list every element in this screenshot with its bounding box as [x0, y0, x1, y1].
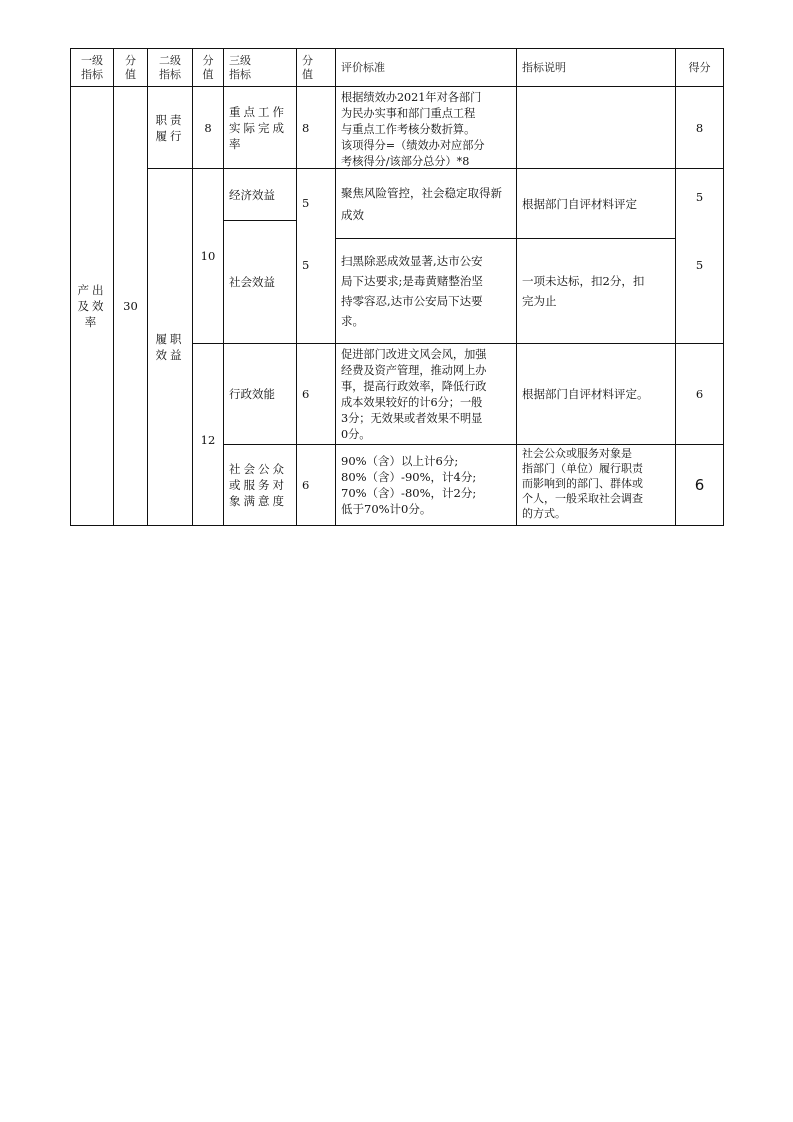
level2-indicator: 职责 履行 [155, 112, 185, 143]
level2-score: 12 [200, 432, 216, 447]
points: 6 [695, 387, 704, 401]
table-border-right [723, 48, 724, 526]
points: 5 [695, 190, 704, 204]
evaluation-standard: 聚焦风险管控，社会稳定取得新 成效 [341, 185, 502, 222]
points: 8 [695, 120, 704, 135]
level3-indicator: 经济效益 [229, 187, 275, 202]
level3-indicator: 社会效益 [229, 275, 275, 289]
header-level2: 二级 指标 [159, 53, 181, 81]
level3-indicator: 社会公众 或服务对 象满意度 [229, 462, 287, 508]
level3-indicator: 行政效能 [229, 387, 275, 401]
level3-score: 8 [302, 120, 310, 135]
level2-indicator: 履职 效益 [155, 332, 185, 362]
level3-score: 6 [302, 478, 310, 492]
level1-indicator: 产出 及效 率 [77, 283, 107, 329]
evaluation-standard: 促进部门改进文风会风，加强 经费及资产管理，推动网上办 事，提高行政效率，降低行政 成本效果较好的计6分；一般 3分；无效果或者效果不明显 0分。 [341, 348, 487, 441]
level3-score: 6 [302, 387, 310, 401]
header-level3: 三级 指标 [229, 53, 251, 81]
evaluation-standard: 90%（含）以上计6分; 80%（含）-90%，计4分; 70%（含）-80%，计2分; 低于70%计0分。 [341, 454, 477, 516]
indicator-explanation [517, 87, 675, 168]
evaluation-standard: 扫黑除恶成效显著,达市公安 局下达要求;是毒黄赌整治坚 持零容忍,达市公安局下达要 求。 [341, 254, 483, 328]
level2-score: 10 [200, 249, 216, 263]
level3-indicator: 重点工作 实际完成 率 [229, 104, 287, 151]
header-score2: 分 值 [202, 53, 214, 81]
points: 6 [694, 476, 705, 494]
level1-score: 30 [123, 299, 138, 313]
indicator-explanation: 社会公众或服务对象是 指部门（单位）履行职责 而影响到的部门、群体或 个人，一般采取社会调查 的方式。 [522, 447, 643, 520]
header-level1: 一级 指标 [81, 53, 103, 81]
evaluation-standard: 根据绩效办2021年对各部门 为民办实事和部门重点工程 与重点工作考核分数折算。 该项得分=（绩效办对应部分 考核得分/该部分总分）*8 [341, 91, 485, 168]
header-score1: 分 值 [125, 53, 136, 81]
header-standard: 评价标准 [341, 60, 385, 74]
level3-score: 5 [302, 258, 310, 272]
header-score3: 分 值 [302, 53, 313, 81]
indicator-explanation: 根据部门自评材料评定。 [522, 387, 649, 401]
table-border-bottom [70, 525, 724, 526]
level2-score: 8 [204, 120, 212, 135]
header-explanation: 指标说明 [522, 60, 566, 74]
level3-score: 5 [302, 196, 310, 210]
indicator-explanation: 根据部门自评材料评定 [522, 196, 637, 211]
header-points: 得分 [688, 60, 711, 74]
indicator-explanation: 一项未达标，扣2分，扣 完为止 [522, 274, 645, 308]
points: 5 [695, 258, 704, 272]
